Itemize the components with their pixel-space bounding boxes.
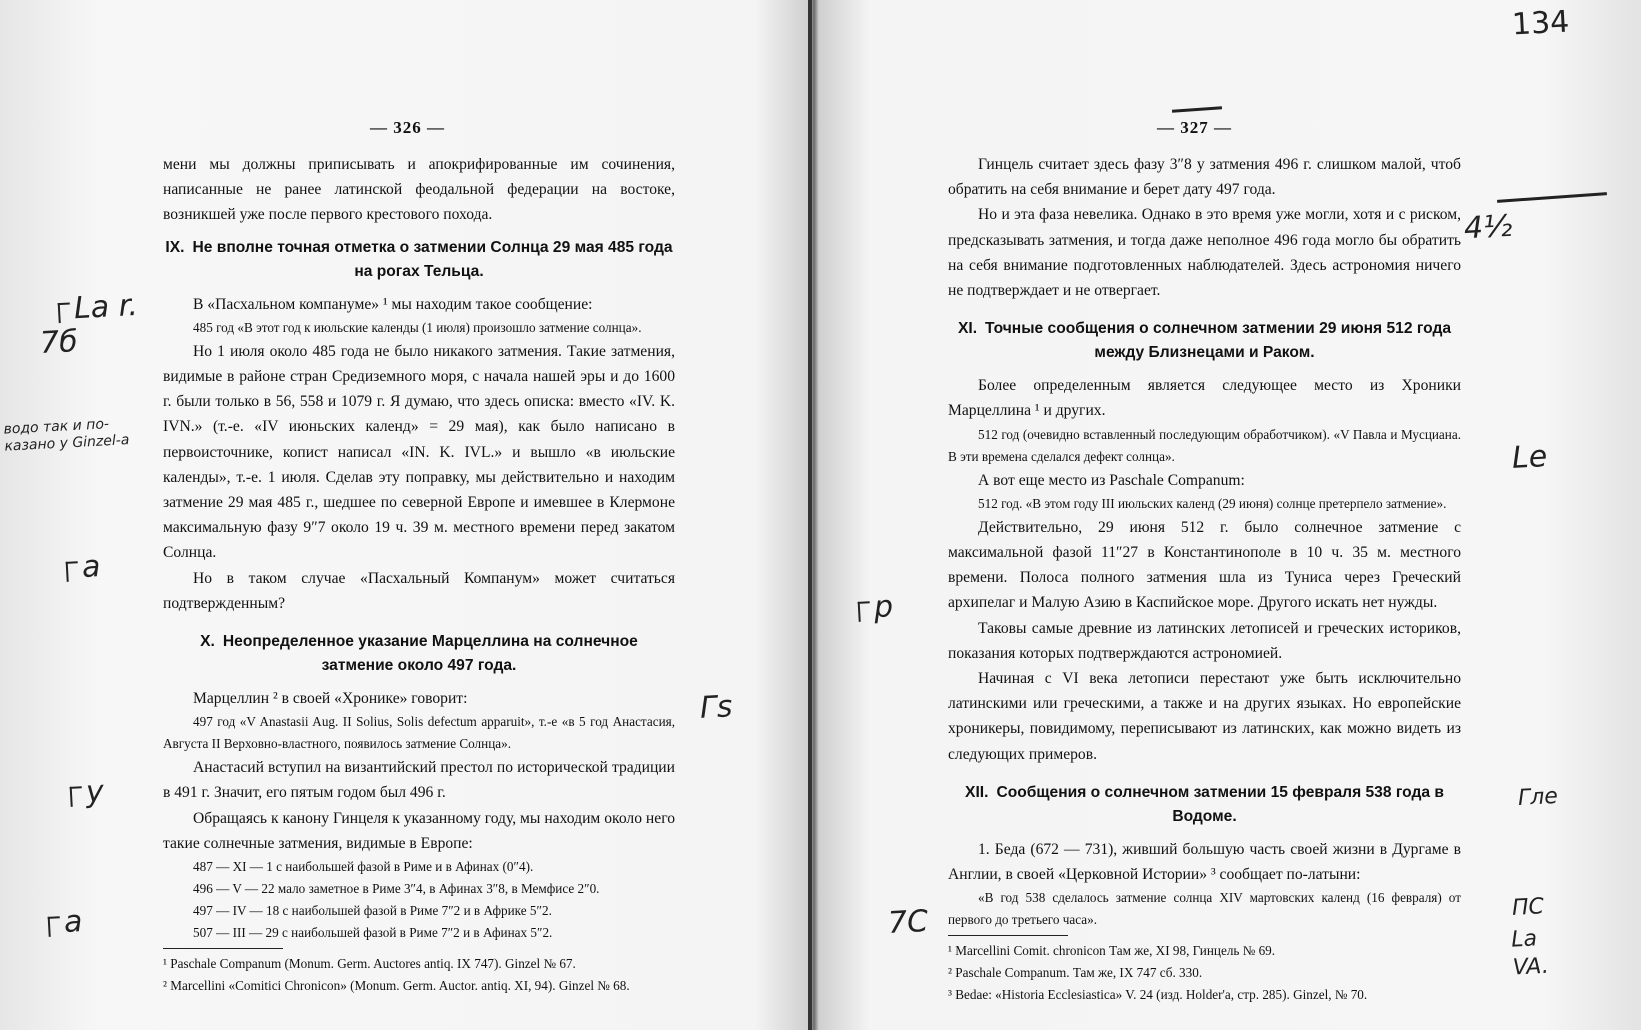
section-9-p1: В «Пасхальном компануме» ¹ мы находим такое сообщение: [193, 295, 593, 313]
handwritten-mark-jr: р [857, 589, 894, 626]
right-page-body [948, 152, 1461, 1006]
right-page [812, 0, 1641, 1030]
section-10-quote: 497 год «V Anastasii Aug. II Solius, Solis defectum apparuit», т.-е «в 5 год Анастасия, Августа II Верховно-властного, появилось затмение Солнца». [163, 714, 675, 752]
handwritten-mark-7b: 7б [39, 324, 79, 361]
section-9-heading [163, 236, 675, 284]
section-11-p2: А вот еще место из Paschale Companum: [978, 471, 1245, 489]
handwritten-mark-la-r: La r. [57, 288, 138, 327]
section-10-heading [163, 630, 675, 678]
eclipse-list-item: 497 — IV — 18 с наибольшей фазой в Риме 7″2 и в Африке 5″2. [193, 903, 552, 919]
section-12-number: XII. [965, 783, 989, 801]
handwritten-mark-ja-2: а [47, 904, 83, 941]
right-intro-p1: Гинцель считает здесь фазу 3″8 у затмения 496 г. слишком малой, чтоб обратить на себя внимание и берет дату 497 года. [948, 156, 1461, 199]
eclipse-list-item: 496 — V — 22 мало заметное в Риме 3″4, в Афинах 3″8, в Мемфисе 2″0. [193, 881, 600, 897]
left-page [0, 0, 808, 1030]
section-9-quote: 485 год «В этот год к июльские календы (1 июля) произошло затмение солнца». [193, 319, 642, 335]
handwritten-page-number: 134 [1511, 4, 1571, 43]
eclipse-list-item: 487 — XI — 1 с наибольшей фазой в Риме и в Афинах (0″4). [193, 859, 534, 875]
left-intro: мени мы должны приписывать и апокрифированные им сочинения, написанные не ранее латинской феодальной федерации на востоке, возникшей уже после первого крестового похода. [163, 156, 675, 224]
section-11-quote2: 512 год. «В этом году III июльских календ (29 июня) солнце претерпело затмение». [978, 495, 1447, 511]
section-10-number: X. [200, 633, 215, 651]
section-12-heading [948, 781, 1461, 829]
section-11-quote1: 512 год (очевидно вставленный последующим обработчиком). «V Павла и Мусциана. В эти времена сделался дефект солнца». [948, 426, 1461, 464]
footnote-right-3: ³ Bedae: «Historia Ecclesiastica» V. 24 (изд. Holder'a, стр. 285). Ginzel, № 70. [948, 987, 1368, 1003]
handwritten-mark-tc: ПС [1511, 894, 1545, 921]
section-11-number: XI. [957, 320, 978, 338]
page-number-right: — 327 — [1157, 118, 1232, 137]
handwritten-mark-le: Lе [1511, 439, 1549, 476]
section-9-p2: Но 1 июля около 485 года не было никакого затмения. Такие затмения, видимые в районе стран Средиземного моря, с начала нашей эры и до 1600 г. были только в 56, 558 и 1079 г. Я думаю, что здесь описка: вместо «IV. K. IVN.» (т.-е. «IV июньских календ» = 29 мая), как было написано в первоисточнике, копист написал «IN. K. IVL.» и вышло «в июльские календы», т.-е. 1 июля. Сделав эту поправку, мы действительно и находим затмение 29 мая 485 г., шедшее по северной Европе и имевшее в Клермоне максимальную фазу 9″7 около 19 ч. 39 м. местного времени перед закатом Солнца. [163, 342, 675, 562]
footnote-rule [948, 935, 1068, 936]
section-11-title: Точные сообщения о солнечном затмении 29 июня 512 года между Близнецами и Раком. [985, 320, 1452, 362]
section-11-p5: Начиная с VI века летописи перестают уже быть исключительно латинскими или греческими, а также и на других языках. Но европейские хроникеры, повидимому, переписывают из латинских, как можно видеть из следующих примеров. [948, 670, 1461, 763]
section-11-p4: Таковы самые древние из латинских летописей и греческих историков, показания которых подтверждаются астрономией. [948, 619, 1461, 662]
section-11-p1: Более определенным является следующее место из Хроники Марцеллина ¹ и других. [948, 377, 1461, 420]
handwritten-mark-ge: Гле [1517, 783, 1559, 812]
handwritten-margin-note: водо так и по- казано у Ginzel-а [3, 416, 130, 455]
handwritten-mark-7c: 7С [887, 903, 929, 942]
handwritten-mark-gs: Гs [699, 689, 734, 726]
section-10-p1: Марцеллин ² в своей «Хронике» говорит: [193, 690, 468, 708]
section-10-p2: Анастасий вступил на византийский престол по исторической традиции в 491 г. Значит, его пятым годом был 496 г. [163, 759, 675, 802]
footnote-right-1: ¹ Marcellini Comit. chronicon Там же, XI 98, Гинцель № 69. [948, 943, 1276, 959]
eclipse-list-item: 507 — III — 29 с наибольшей фазой в Риме 7″2 и в Афинах 5″2. [193, 925, 553, 941]
handwritten-scribble-margin [1497, 192, 1607, 203]
section-12-quote: «В год 538 сделалось затмение солнца XIV мартовских календ (16 февраля) от первого до третьего часа». [948, 890, 1461, 928]
footnote-left-2: ² Marcellini «Comitici Chronicon» (Monum. Germ. Auctor. antiq. XI, 94). Ginzel № 68. [163, 978, 630, 994]
page-number-left: — 326 — [370, 118, 445, 137]
section-12-p1: 1. Беда (672 — 731), живший большую часть своей жизни в Дургаме в Англии, в своей «Церковной Истории» ³ сообщает по-латыни: [948, 840, 1461, 884]
handwritten-mark-ju: у [69, 774, 105, 811]
section-9-number: IX. [165, 238, 185, 256]
handwritten-mark-ja-1: а [65, 549, 101, 586]
section-11-heading [948, 317, 1461, 365]
section-11-p3: Действительно, 29 июня 512 г. было солнечное затмение с максимальной фазой 11″27 в Константинополе в 10 ч. 35 м. местного времени. Полоса полного затмения шла из Туниса через Греческий архипелаг и Малую Азию в Каспийское море. Другого искать нет нужды. [948, 518, 1461, 612]
section-12-title: Сообщения о солнечном затмении 15 февраля 538 года в Водоме. [996, 783, 1444, 825]
section-9-p3: Но в таком случае «Пасхальный Компанум» может считаться подтвержденным? [163, 569, 675, 612]
left-page-body [163, 152, 675, 997]
section-10-p3: Обращаясь к канону Гинцеля к указанному году, мы находим около него такие солнечные затмения, видимые в Европе: [163, 809, 675, 852]
handwritten-scribble-page-number [1172, 106, 1222, 112]
footnote-left-1: ¹ Paschale Companum (Monum. Germ. Auctores antiq. IX 747). Ginzel № 67. [163, 956, 576, 972]
section-10-title: Неопределенное указание Марцеллина на солнечное затмение около 497 года. [222, 633, 638, 675]
handwritten-mark-four-half: 4½ [1463, 208, 1514, 247]
right-intro-p2: Но и эта фаза невелика. Однако в это время уже могли, хотя и с риском, предсказывать затмения, и тогда даже неполное 496 года могло бы обратить на себя внимание подготовленных наблюдателей. Здесь астрономия ничего не подтверждает и не отвергает. [948, 206, 1461, 300]
footnote-right-2: ² Paschale Companum. Там же, IX 747 сб. 330. [948, 965, 1203, 981]
handwritten-mark-la-va: La VA. [1510, 926, 1550, 981]
section-9-title: Не вполне точная отметка о затмении Солнца 29 мая 485 года на рогах Тельца. [192, 238, 673, 280]
footnote-rule [163, 948, 283, 949]
